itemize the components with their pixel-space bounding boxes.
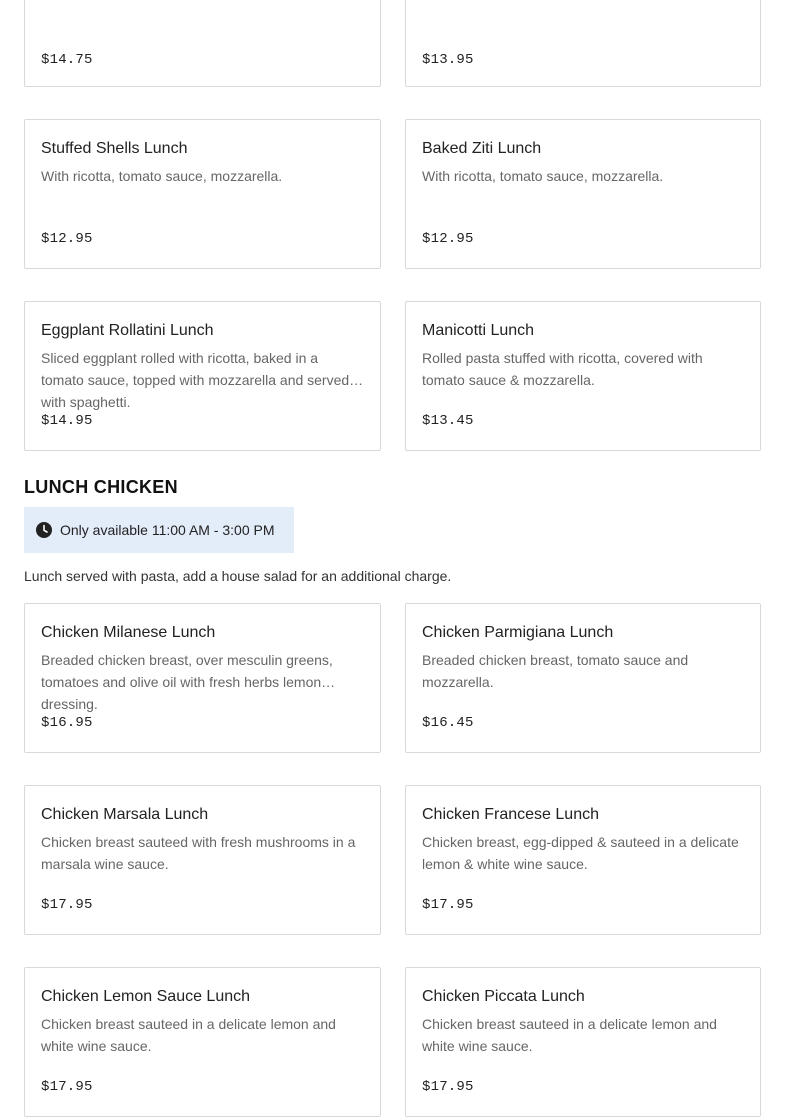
menu-item-description: Chicken breast, egg-dipped & sauteed in a delicate lemon & white wine sauce. bbox=[422, 834, 739, 872]
menu-item-title: Stuffed Shells Lunch bbox=[41, 140, 188, 157]
section-title: LUNCH CHICKEN bbox=[24, 477, 178, 497]
menu-item-card[interactable] bbox=[24, 0, 381, 87]
menu-item-title: Manicotti Lunch bbox=[422, 322, 535, 339]
menu-item-title: Chicken Parmigiana Lunch bbox=[422, 624, 614, 641]
menu-item-description: Breaded chicken breast, over mesculin greens, tomatoes and olive oil with fresh herbs lemon dressing. bbox=[41, 652, 333, 712]
menu-item-price: $17.95 bbox=[41, 897, 93, 913]
menu-item-description: Breaded chicken breast, tomato sauce and mozzarella. bbox=[422, 652, 689, 690]
menu-item-card-manicotti[interactable] bbox=[405, 301, 761, 451]
availability-badge bbox=[24, 507, 294, 553]
menu-item-description: With ricotta, tomato sauce, mozzarella. bbox=[422, 168, 664, 184]
menu-item-description: Chicken breast sauteed with fresh mushrooms in a marsala wine sauce. bbox=[41, 834, 356, 872]
menu-item-card-chicken-lemon-sauce[interactable] bbox=[24, 967, 381, 1117]
menu-item-card-chicken-francese[interactable] bbox=[405, 785, 761, 935]
menu-item-price: $14.75 bbox=[41, 52, 93, 68]
menu-item-card-chicken-marsala[interactable] bbox=[24, 785, 381, 935]
menu-item-card[interactable] bbox=[405, 0, 761, 87]
menu-item-card-chicken-milanese[interactable] bbox=[24, 603, 381, 753]
menu-item-card-chicken-piccata[interactable] bbox=[405, 967, 761, 1117]
menu-item-price: $17.95 bbox=[422, 897, 474, 913]
clock-icon bbox=[36, 522, 52, 538]
menu-item-title: Chicken Milanese Lunch bbox=[41, 624, 216, 641]
menu-item-title: Chicken Piccata Lunch bbox=[422, 988, 585, 1005]
menu-item-card-baked-ziti[interactable] bbox=[405, 119, 761, 269]
menu-item-description: Chicken breast sauteed in a delicate lemon and white wine sauce. bbox=[41, 1016, 336, 1054]
section-note: Lunch served with pasta, add a house salad for an additional charge. bbox=[24, 568, 452, 584]
menu-item-title: Eggplant Rollatini Lunch bbox=[41, 322, 214, 339]
menu-item-title: Chicken Francese Lunch bbox=[422, 806, 599, 823]
menu-item-card-stuffed-shells[interactable] bbox=[24, 119, 381, 269]
menu-item-price: $17.95 bbox=[422, 1079, 474, 1095]
menu-item-card-chicken-parmigiana[interactable] bbox=[405, 603, 761, 753]
availability-text: Only available 11:00 AM - 3:00 PM bbox=[60, 522, 275, 538]
menu-item-price: $16.45 bbox=[422, 715, 474, 731]
menu-item-title: Chicken Marsala Lunch bbox=[41, 806, 209, 823]
menu-item-card-eggplant-rollatini[interactable] bbox=[24, 301, 381, 451]
menu-item-title: Baked Ziti Lunch bbox=[422, 140, 542, 157]
menu-item-price: $12.95 bbox=[41, 231, 93, 247]
menu-item-description: Rolled pasta stuffed with ricotta, covered with tomato sauce & mozzarella. bbox=[422, 350, 703, 388]
menu-item-price: $17.95 bbox=[41, 1079, 93, 1095]
menu-item-description: Sliced eggplant rolled with ricotta, baked in a tomato sauce, topped with mozzarella and served with spaghetti. bbox=[41, 350, 350, 410]
menu-item-price: $13.95 bbox=[422, 52, 474, 68]
menu-item-price: $14.95 bbox=[41, 413, 93, 429]
menu-item-price: $16.95 bbox=[41, 715, 93, 731]
menu-item-price: $13.45 bbox=[422, 413, 474, 429]
menu-item-price: $12.95 bbox=[422, 231, 474, 247]
menu-item-description: Chicken breast sauteed in a delicate lemon and white wine sauce. bbox=[422, 1016, 717, 1054]
menu-item-description: With ricotta, tomato sauce, mozzarella. bbox=[41, 168, 283, 184]
menu-item-title: Chicken Lemon Sauce Lunch bbox=[41, 988, 251, 1005]
